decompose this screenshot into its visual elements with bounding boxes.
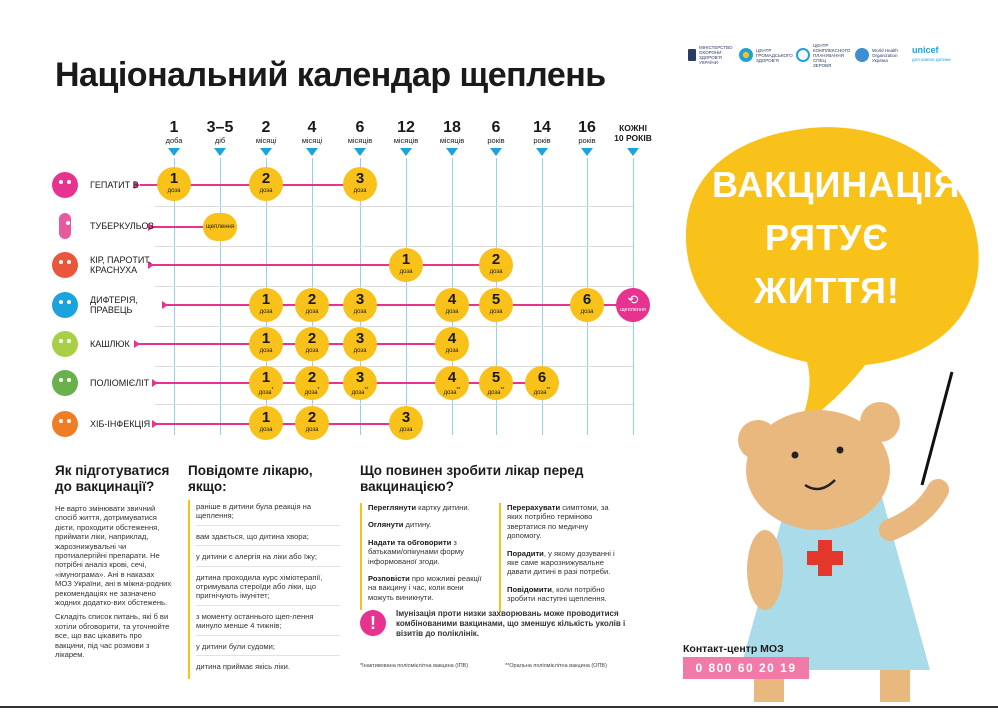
list-item: Порадити, у якому дозуванні і яке саме жарознижувальне давати дитині в разі потреби. [507,548,615,577]
list-item: Повідомити, коли потрібно зробити наступні щеплення. [507,584,607,604]
polio-germ-icon [52,370,78,396]
vaccine-row-diphtheria-tetanus: ДИФТЕРІЯ, ПРАВЕЦЬ [52,290,150,320]
dose-hib-2: 2 доза [295,406,329,440]
dose-hepb-3: 3 доза [343,167,377,201]
dose-hib-3: 3 доза [389,406,423,440]
column-marker [214,148,226,156]
prep-text: Не варто змінювати звичний спосіб життя, дотримуватися дієти, проходити обстеження, приймати ліки, наприклад, жарознижувальні чи протиалергійні препарати. Не потрібні аналіз крові, сечі, «імунограма». Ані в наказах МОЗ України, ані в міжна-родних рекомендаціях не зазначено жодних додатко-вих обстежень. Складіть список питань, які б ви хотіли обговорити, та уточнюйте все, що вас цікавить про вакцини, під час розмови з лікарем. [55,504,172,660]
mmr-schedule-line [152,264,496,266]
column-marker [168,148,180,156]
prep-heading: Як підготуватися до вакцинації? [55,463,170,494]
grid-row-line [155,246,633,247]
page-title: Національний календар щеплень [55,56,606,94]
age-header: 6 місяців [347,119,373,145]
grid-row-line [155,206,633,207]
age-header: 16 років [578,119,596,145]
footnote-ipv: *Інактивована поліомієлітна вакцина (ІПВ) [360,663,469,669]
column-marker [627,148,639,156]
footnote-opv: **Оральна поліомієлітна вакцина (ОПВ) [505,663,607,669]
dose-hepb-1: 1 доза [157,167,191,201]
dose-polio-3: 3 доза** [343,366,377,400]
tell-doctor-heading: Повідомте лікарю, якщо: [188,463,313,494]
grid-row-line [155,286,633,287]
combined-vaccines-note: Імунізація проти низки захворювань може проводитися комбінованими вакцинами, що зменшує кількість уколів і візитів до поліклінік. [396,609,626,638]
contact-center-label: Контакт-центр МОЗ [683,643,784,655]
column-marker [306,148,318,156]
list-item: Переглянути картку дитини. [368,503,470,512]
dose-polio-6: 6 доза** [525,366,559,400]
dose-pertussis-3: 3 доза [343,327,377,361]
dose-polio-2: 2 доза* [295,366,329,400]
list-item: Оглянути дитину. [368,520,432,530]
doctor-duties-col-1 [360,503,485,610]
column-marker [490,148,502,156]
dose-mmr-2: 2 доза [479,248,513,282]
diphtheria-germ-icon [52,292,78,318]
contact-center-phone[interactable]: 0 800 60 20 19 [683,657,809,679]
dose-polio-4: 4 доза** [435,366,469,400]
revaccination-every-10-years: ⟲ щеплення [616,288,650,322]
moz-logo: МІНІСТЕРСТВО ОХОРОНИ ЗДОРОВ'Я УКРАЇНИ [688,45,729,65]
age-header: 3–5 діб [206,119,234,145]
age-header: 18 місяців [439,119,465,145]
age-header: 1 доба [165,119,183,145]
list-item: Надати та обговорити з батьками/опікунами форму інформованої згоди. [368,537,464,566]
list-item: дитина проходила курс хіміотерапії, отримувала стероїди або ліки, що пригнічують імунітет; [196,571,340,606]
bear-head [746,410,890,530]
vaccine-row-tuberculosis: ТУБЕРКУЛЬОЗ [52,211,154,241]
unicef-logo: unicef для кожної дитини [912,45,951,62]
dose-polio-1: 1 доза* [249,366,283,400]
list-item: дитина приймає якісь ліки. [196,662,290,672]
dose-hib-1: 1 доза [249,406,283,440]
list-item: вам здається, що дитина хвора; [196,530,340,546]
column-marker [581,148,593,156]
public-health-center-logo: ЦЕНТР ГРОМАДСЬКОГО ЗДОРОВ'Я [739,48,786,63]
dose-pertussis-2: 2 доза [295,327,329,361]
vaccine-row-mmr: КІР, ПАРОТИТ, КРАСНУХА [52,250,160,280]
bottom-divider [0,706,998,708]
polio-arrow [152,379,158,387]
mmr-germ-icon [52,252,78,278]
dose-pertussis-1: 1 доза [249,327,283,361]
grid-row-line [155,366,633,367]
column-marker [446,148,458,156]
grid-column-line [406,158,407,435]
list-item: з моменту останнього щеп-лення минуло менше 4 тижнів; [196,610,340,636]
hepatitis-germ-icon [52,172,78,198]
warning-icon: ! [360,610,386,636]
list-item: Перерахувати симптоми, за яких потрібно терміново звертатися по медичну допомогу. [507,503,609,541]
list-item: раніше в дитини була реакція на щеплення; [196,500,340,526]
dose-dt-4: 4 доза [435,288,469,322]
dose-dt-3: 3 доза [343,288,377,322]
age-header: 12 місяців [393,119,419,145]
doctor-duties-col-2 [499,503,624,612]
dose-dt-6: 6 доза [570,288,604,322]
vaccine-row-hib: ХІБ-ІНФЕКЦІЯ [52,409,150,439]
dose-polio-5: 5 доза** [479,366,513,400]
dt-schedule-line [166,304,633,306]
dose-hepb-2: 2 доза [249,167,283,201]
age-header: 14 років [533,119,551,145]
pertussis-germ-icon [52,331,78,357]
phc-logo: ЦЕНТР КОМПЛЕКСНОГО ПЛАНУВАННЯ СПЕЦ ЗЕРОВЯ [796,43,845,68]
vaccine-row-hepatitis-b: ГЕПАТИТ В [52,170,139,200]
column-marker [536,148,548,156]
hib-germ-icon [52,411,78,437]
age-header: 2 місяці [255,119,277,145]
pertussis-arrow [134,340,140,348]
grid-row-line [155,404,633,405]
dt-arrow [162,301,168,309]
list-item: Розповісти про можливі реакції на вакцину і час, коли вони можуть виникнути. [368,574,482,602]
age-header-every-10-years: КОЖНІ 10 РОКІВ [614,123,652,143]
bear-arm-left [747,530,783,610]
list-item: у дитини є алергія на ліки або їжу; [196,550,340,566]
age-header: 4 місяці [301,119,323,145]
tuberculosis-germ-icon [59,213,71,239]
grid-row-line [155,326,633,327]
dose-dt-5: 5 доза [479,288,513,322]
grid-column-line [220,158,221,435]
dose-pertussis-4: 4 доза [435,327,469,361]
pointer-stick [922,372,952,485]
column-marker [354,148,366,156]
partner-logos [688,40,988,70]
bear-arm-right [890,490,938,530]
vaccine-row-pertussis: КАШЛЮК [52,329,130,359]
slogan: ВАКЦИНАЦІЯ РЯТУЄ ЖИТТЯ! [712,164,961,311]
who-logo: World Health Organization Україна [855,48,902,63]
dose-dt-1: 1 доза [249,288,283,322]
dose-tb: щеплення [203,213,237,241]
list-item: у дитини були судоми; [196,640,340,656]
column-marker [400,148,412,156]
dose-mmr-1: 1 доза [389,248,423,282]
tell-doctor-list [188,500,340,679]
hib-arrow [152,420,158,428]
age-header: 6 років [487,119,505,145]
dose-dt-2: 2 доза [295,288,329,322]
doctor-duties-heading: Що повинен зробити лікар перед вакцинацією? [360,463,584,494]
column-marker [260,148,272,156]
vaccine-row-polio: ПОЛІОМІЄЛІТ [52,368,149,398]
